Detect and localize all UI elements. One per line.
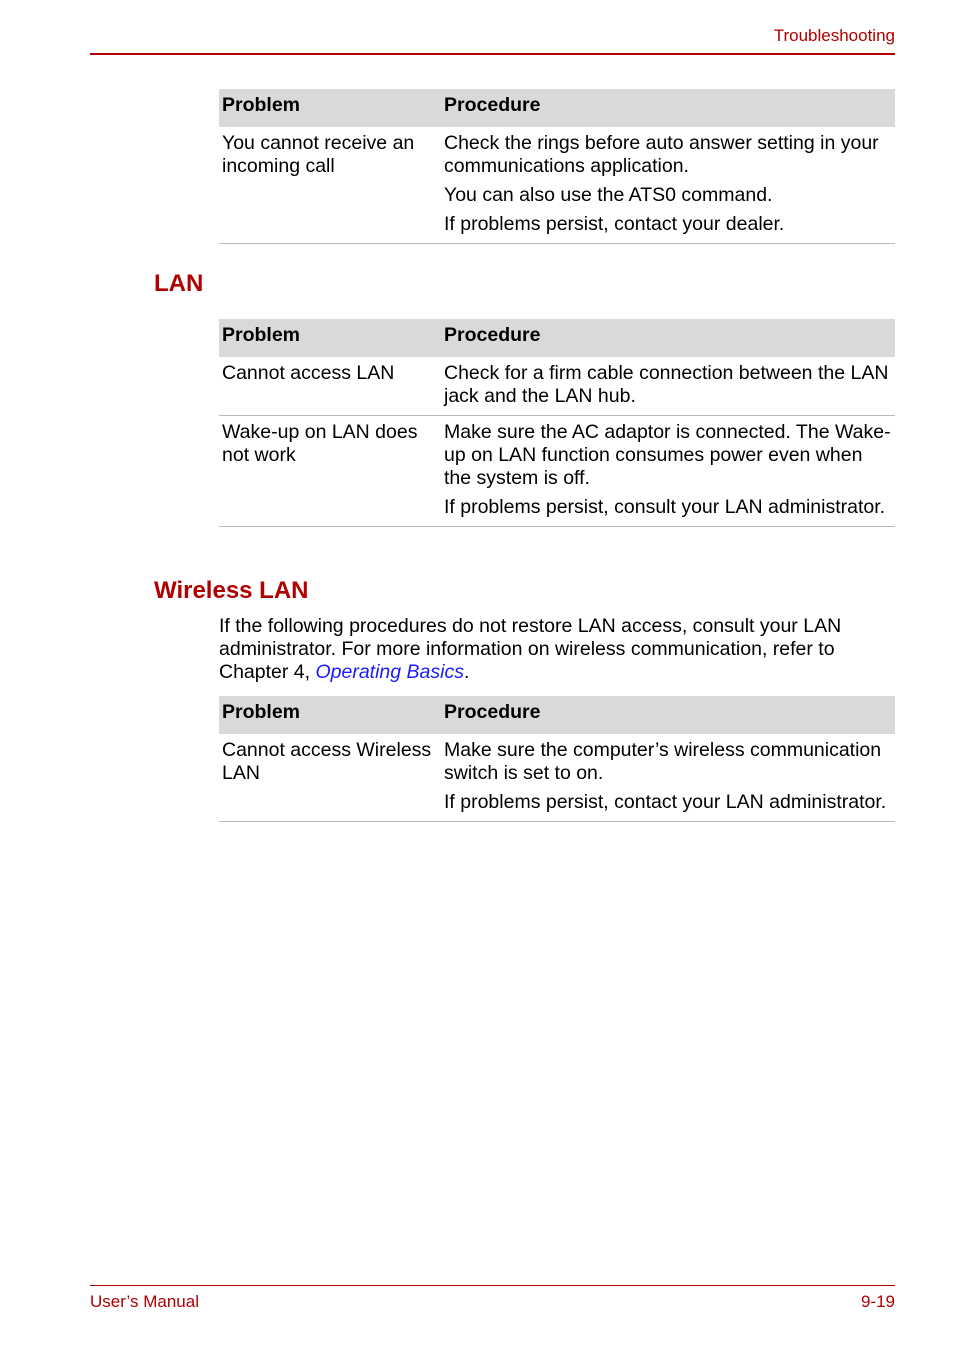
column-header-procedure: Procedure: [441, 319, 895, 357]
lan-heading: LAN: [154, 270, 204, 297]
column-header-problem: Problem: [219, 319, 441, 357]
footer-rule: [90, 1285, 895, 1286]
column-header-procedure: Procedure: [441, 89, 895, 127]
operating-basics-link[interactable]: Operating Basics: [315, 661, 464, 683]
procedure-step: If problems persist, consult your LAN administrator.: [444, 496, 886, 518]
procedure-step: If problems persist, contact your dealer.: [444, 213, 785, 235]
table-row: [219, 127, 895, 244]
header-rule: [90, 53, 895, 55]
table-row: [219, 357, 895, 416]
procedure-cell: [441, 734, 895, 822]
modem-table: [219, 89, 895, 244]
footer-manual-title: User’s Manual: [90, 1292, 199, 1311]
column-header-problem: Problem: [219, 89, 441, 127]
table-row: [219, 416, 895, 527]
lan-table: [219, 319, 895, 527]
wireless-lan-table: [219, 696, 895, 822]
procedure-cell: [441, 127, 895, 244]
procedure-cell: [441, 416, 895, 527]
table-header-row: [219, 696, 895, 734]
table-row: [219, 734, 895, 822]
problem-cell: Wake-up on LAN does not work: [219, 416, 441, 527]
procedure-step: Check for a firm cable connection between the LAN jack and the LAN hub.: [444, 362, 889, 407]
procedure-step: Make sure the computer’s wireless communication switch is set to on.: [444, 739, 882, 784]
intro-text: If the following procedures do not restore LAN access, consult your LAN administrator. For more information on wireless communication, refer to Chapter 4,: [219, 615, 842, 683]
procedure-step: If problems persist, contact your LAN administrator.: [444, 791, 887, 813]
problem-cell: Cannot access LAN: [219, 357, 441, 416]
intro-end: .: [463, 661, 470, 683]
column-header-problem: Problem: [219, 696, 441, 734]
procedure-step: Make sure the AC adaptor is connected. The Wake-up on LAN function consumes power even when the system is off.: [444, 421, 891, 489]
problem-cell: Cannot access Wireless LAN: [219, 734, 441, 822]
table-header-row: [219, 89, 895, 127]
wireless-lan-heading: Wireless LAN: [154, 577, 309, 604]
header-title: Troubleshooting: [773, 26, 895, 45]
page-number: 9-19: [860, 1292, 895, 1311]
procedure-step: You can also use the ATS0 command.: [444, 184, 773, 206]
wireless-lan-intro: [219, 615, 889, 684]
procedure-step: Check the rings before auto answer setting in your communications application.: [444, 132, 879, 177]
procedure-cell: [441, 357, 895, 416]
problem-cell: You cannot receive an incoming call: [219, 127, 441, 244]
table-header-row: [219, 319, 895, 357]
column-header-procedure: Procedure: [441, 696, 895, 734]
